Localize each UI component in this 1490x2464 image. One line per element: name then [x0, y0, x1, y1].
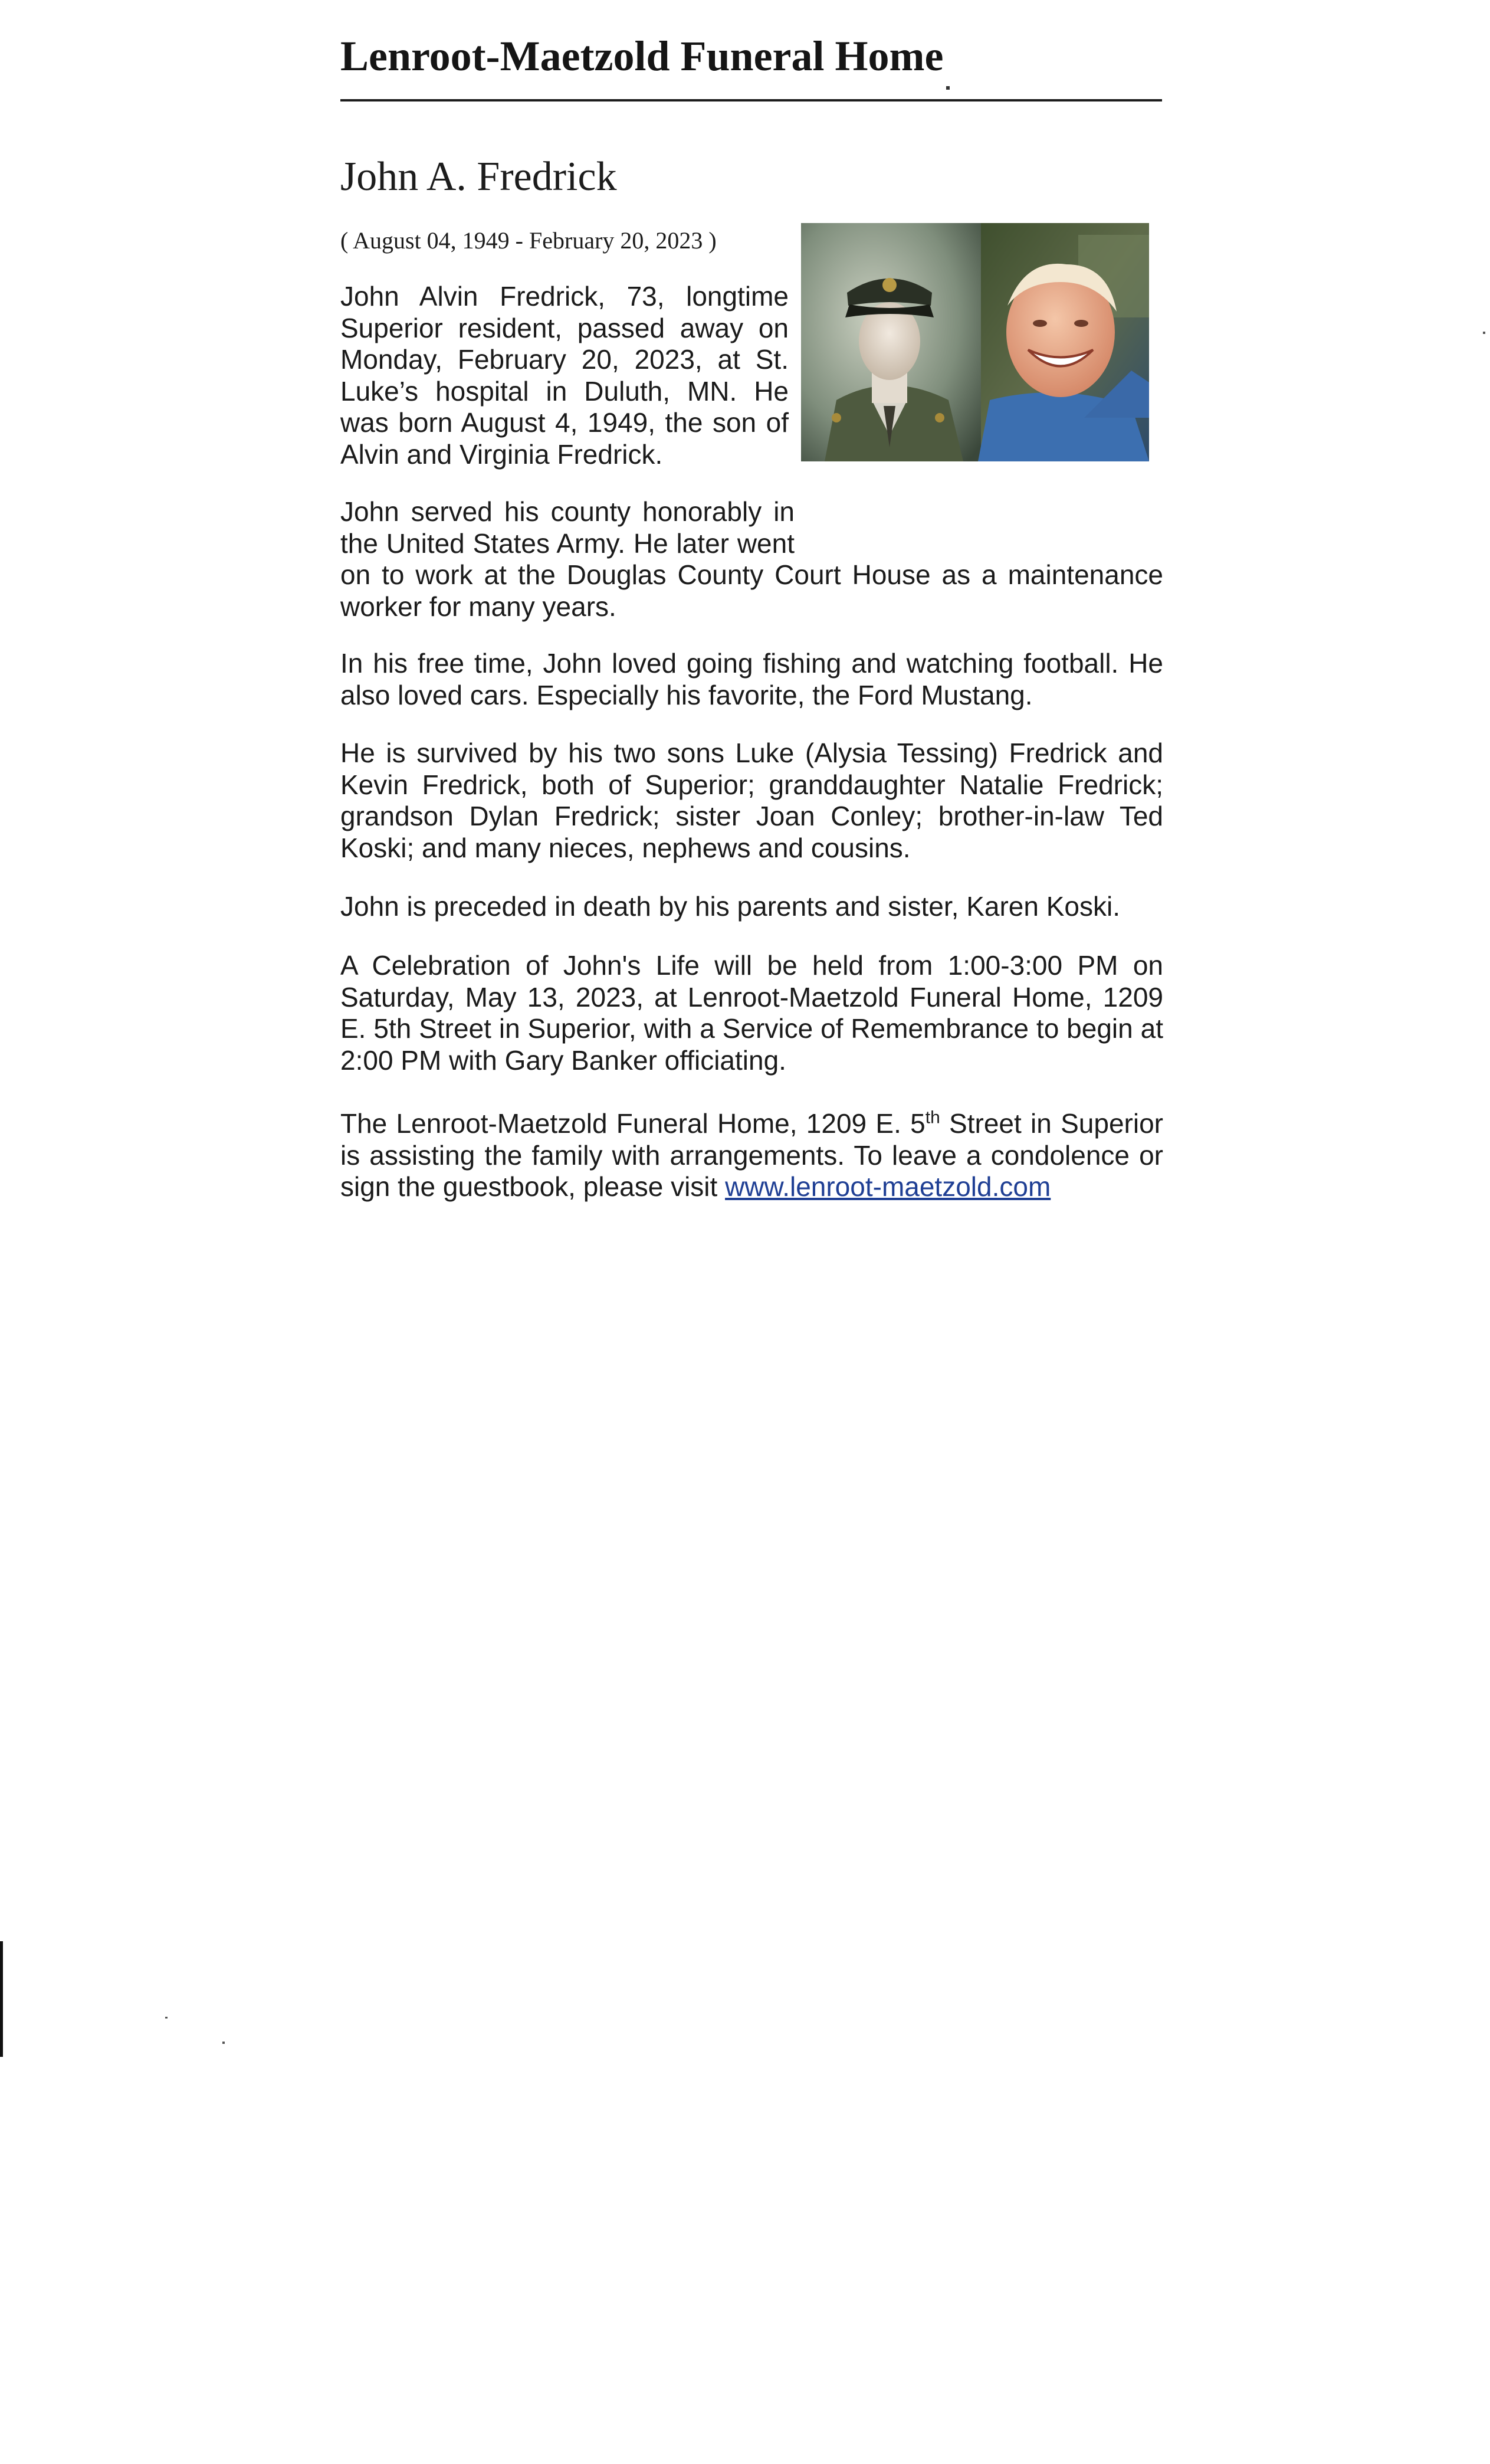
paragraph-service [340, 496, 1163, 622]
guestbook-link[interactable]: www.lenroot-maetzold.com [725, 1171, 1051, 1202]
paragraph-survivors: He is survived by his two sons Luke (Alysia Tessing) Fredrick and Kevin Fredrick, both of Superior; granddaughter Natalie Fredrick; grandson Dylan Fredrick; sister Joan Conley; brother-in-law Ted Koski; and many nieces, nephews and cousins. [340, 738, 1163, 863]
arrangements-text-1: The Lenroot-Maetzold Funeral Home, 1209 E. 5 [340, 1108, 925, 1139]
scan-speck [222, 2042, 225, 2044]
header-divider [340, 99, 1162, 101]
paragraph-bio: John Alvin Fredrick, 73, longtime Superior resident, passed away on Monday, February 20, 2023, at St. Luke’s hospital in Duluth, MN. He was born August 4, 1949, the son of Alvin and Virginia Fredrick. [340, 281, 789, 470]
funeral-home-title: Lenroot-Maetzold Funeral Home [340, 32, 944, 80]
paragraph-service-text: John served his county honorably in the United States Army. He later went on to work at the Douglas County Court House as a maintenance worker for many years. [340, 496, 1163, 622]
scan-edge-mark [0, 1941, 3, 2057]
paragraph-preceded: John is preceded in death by his parents and sister, Karen Koski. [340, 891, 1121, 922]
memorial-photo [801, 223, 1149, 461]
paragraph-hobbies: In his free time, John loved going fishing and watching football. He also loved cars. Especially his favorite, the Ford Mustang. [340, 648, 1163, 710]
scan-speck [946, 86, 950, 90]
life-dates: ( August 04, 1949 - February 20, 2023 ) [340, 227, 717, 254]
deceased-name: John A. Fredrick [340, 154, 617, 199]
paragraph-arrangements [340, 1108, 1163, 1203]
ordinal-suffix: th [925, 1108, 940, 1128]
scan-speck [1483, 332, 1485, 334]
photo-wrap-space [795, 496, 1163, 559]
arrangements-text-2: Street in Superior is assisting the family with arrangements. To leave a condolence or sign the guestbook, please visit [340, 1108, 1163, 1202]
paragraph-celebration: A Celebration of John's Life will be held from 1:00-3:00 PM on Saturday, May 13, 2023, at Lenroot-Maetzold Funeral Home, 1209 E. 5th Street in Superior, with a Service of Remembrance to begin at 2:00 PM with Gary Banker officiating. [340, 950, 1163, 1076]
scan-speck [165, 2017, 168, 2019]
